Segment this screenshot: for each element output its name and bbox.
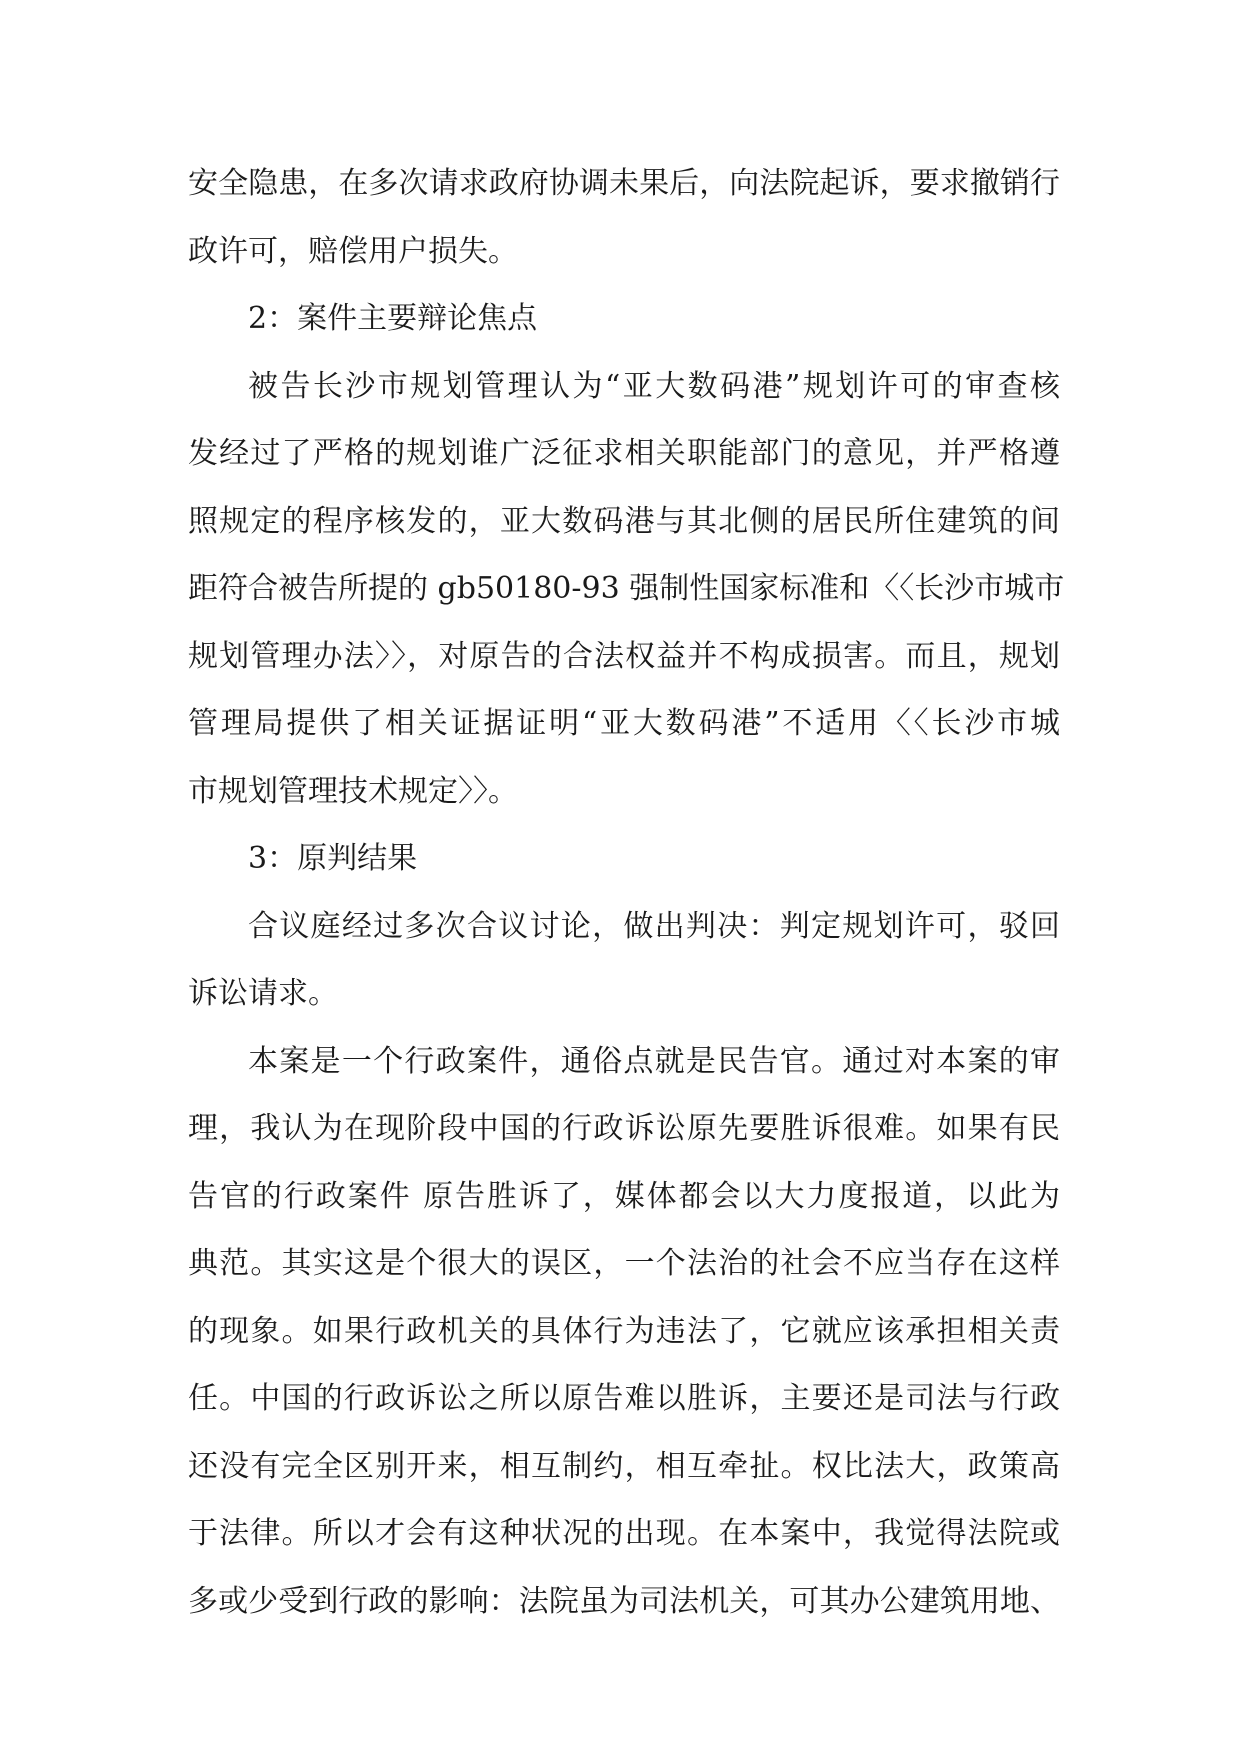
text-line: 规划管理办法〉〉，对原告的合法权益并不构成损害。而且，规划 — [188, 638, 1060, 674]
document-body — [188, 150, 1065, 1635]
section-heading: 2：案件主要辩论焦点 — [248, 301, 538, 336]
text-line: 于法律。所以才会有这种状况的出现。在本案中，我觉得法院或 — [188, 1516, 1060, 1551]
text-line: 被告长沙市规划管理认为“亚大数码港”规划许可的审查核 — [248, 368, 1060, 404]
text-line: 还没有完全区别开来，相互制约，相互牵扯。权比法大，政策高 — [188, 1448, 1060, 1484]
text-line: 告官的行政案件 原告胜诉了，媒体都会以大力度报道，以此为 — [188, 1178, 1060, 1214]
text-line: 照规定的程序核发的，亚大数码港与其北侧的居民所住建筑的间 — [188, 503, 1060, 539]
text-line: 典范。其实这是个很大的误区，一个法治的社会不应当存在这样 — [188, 1246, 1060, 1281]
text-line: 政许可，赔偿用户损失。 — [188, 233, 518, 269]
text-line: 管理局提供了相关证据证明“亚大数码港”不适用〈〈长沙市城 — [188, 706, 1060, 741]
text-line: 诉讼请求。 — [188, 976, 338, 1011]
text-line: 安全隐患，在多次请求政府协调未果后，向法院起诉，要求撤销行 — [188, 166, 1060, 201]
text-line: 发经过了严格的规划谁广泛征求相关职能部门的意见，并严格遵 — [188, 436, 1060, 471]
text-line: 理，我认为在现阶段中国的行政诉讼原先要胜诉很难。如果有民 — [188, 1111, 1060, 1146]
text-line: 多或少受到行政的影响：法院虽为司法机关，可其办公建筑用地、 — [188, 1583, 1060, 1619]
text-line: 距符合被告所提的 gb50180-93 强制性国家标准和〈〈长沙市城市 — [188, 571, 1065, 606]
text-line: 本案是一个行政案件，通俗点就是民告官。通过对本案的审 — [248, 1043, 1060, 1079]
text-line: 的现象。如果行政机关的具体行为违法了，它就应该承担相关责 — [188, 1313, 1060, 1349]
text-line: 任。中国的行政诉讼之所以原告难以胜诉，主要还是司法与行政 — [188, 1381, 1060, 1416]
text-line: 市规划管理技术规定〉〉。 — [188, 773, 518, 809]
text-line: 合议庭经过多次合议讨论，做出判决：判定规划许可，驳回 — [248, 908, 1060, 944]
section-heading: 3：原判结果 — [248, 841, 418, 876]
